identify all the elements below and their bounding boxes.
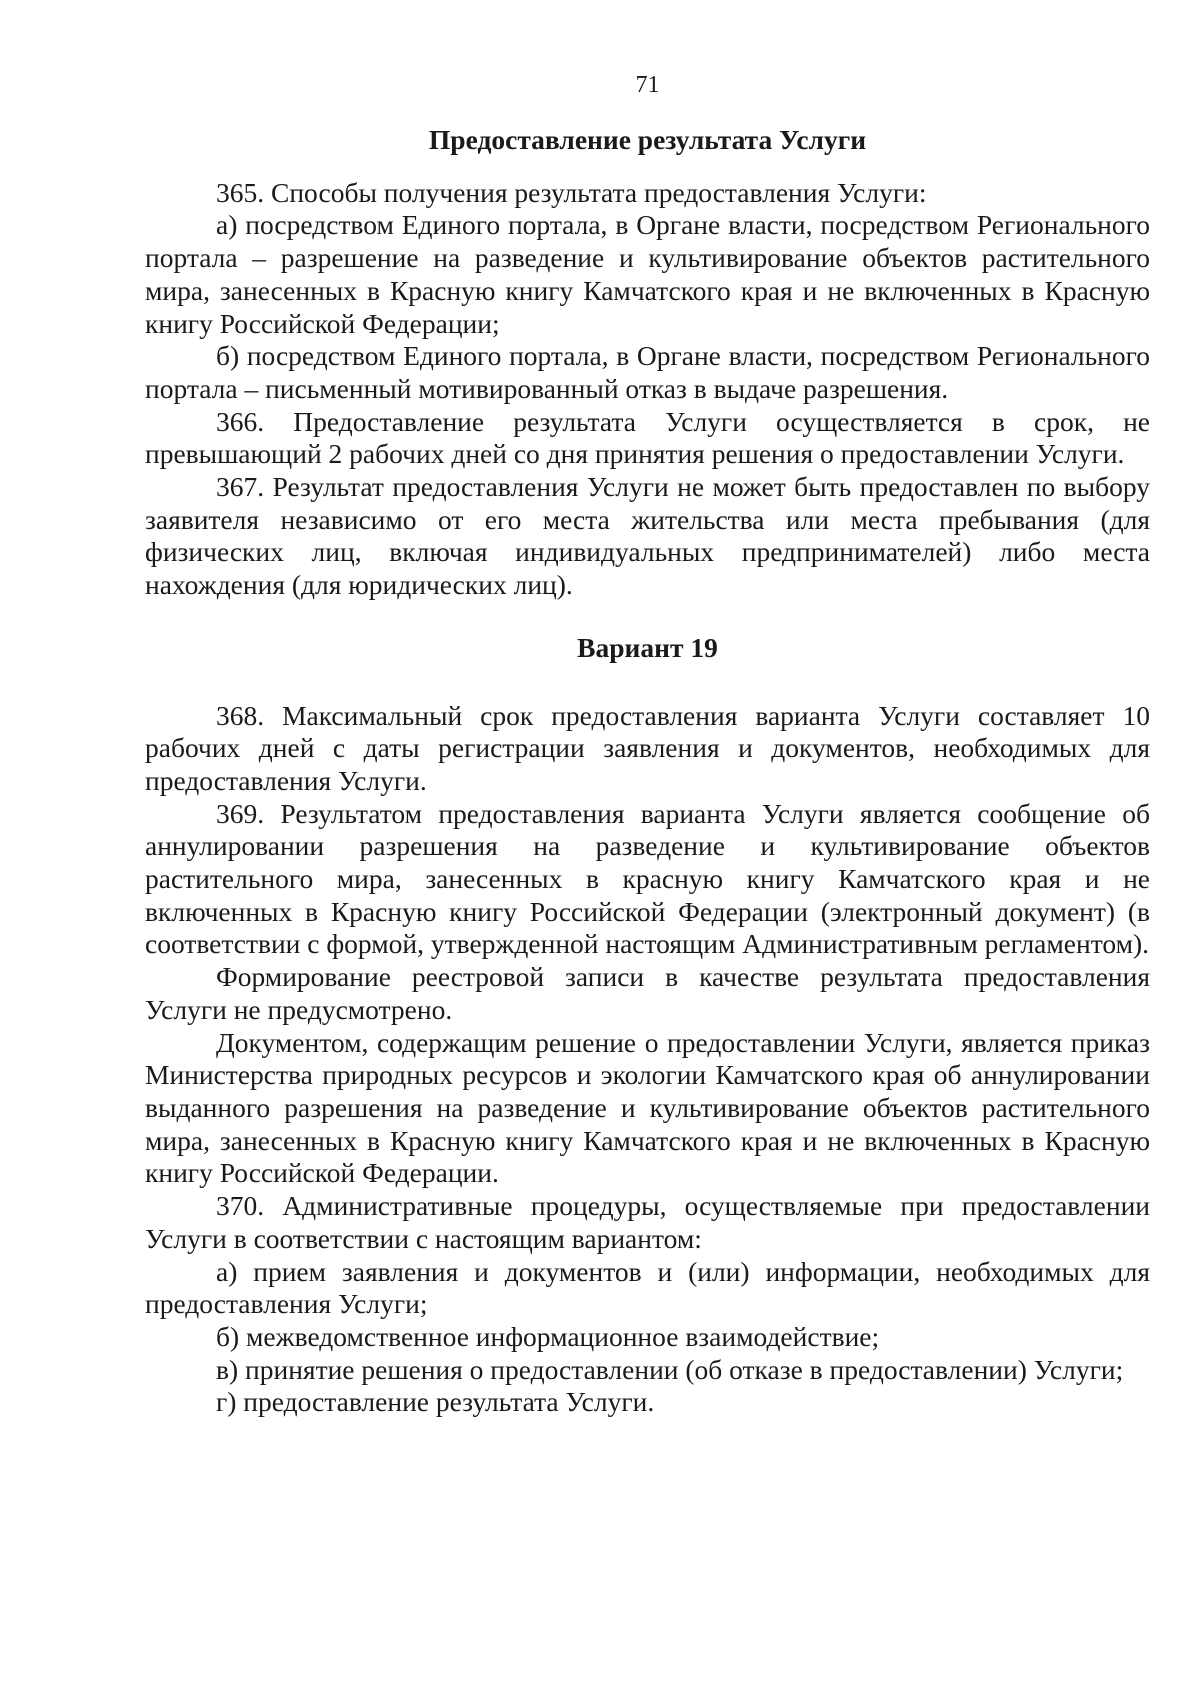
document-page	[145, 70, 1150, 1419]
page-number: 71	[635, 72, 660, 98]
paragraph-366: 366. Предоставление результата Услуги осуществляется в срок, не превышающий 2 рабочих дней со дня принятия решения о предоставлении Услуги.	[145, 405, 1150, 470]
paragraph-decision-document: Документом, содержащим решение о предоставлении Услуги, является приказ Министерства природных ресурсов и экологии Камчатского края об аннулировании выданного разрешения на разведение и культивирование объектов растительного мира, занесенных в Красную книгу Камчатского края и не включенных в Красную книгу Российской Федерации.	[145, 1026, 1150, 1189]
paragraph-registry: Формирование реестровой записи в качестве результата предоставления Услуги не предусмотрено.	[145, 961, 1150, 1025]
paragraph-370: 370. Административные процедуры, осуществляемые при предоставлении Услуги в соответствии с настоящим вариантом:	[145, 1190, 1150, 1254]
paragraph-370-a: а) прием заявления и документов и (или) информации, необходимых для предоставления Услуги;	[145, 1255, 1150, 1320]
paragraph-370-g: г) предоставление результата Услуги.	[216, 1386, 655, 1418]
paragraph-367: 367. Результат предоставления Услуги не может быть предоставлен по выбору заявителя независимо от его места жительства или места пребывания (для физических лиц, включая индивидуальных предпринимателей) либо места нахождения (для юридических лиц).	[145, 471, 1150, 601]
paragraph-365: 365. Способы получения результата предоставления Услуги:	[216, 176, 927, 208]
paragraph-369: 369. Результатом предоставления варианта Услуги является сообщение об аннулировании разрешения на разведение и культивирование объектов растительного мира, занесенных в красную книгу Камчатского края и не включенных в Красную книгу Российской Федерации (электронный документ) (в соответствии с формой, утвержденной настоящим Административным регламентом).	[145, 797, 1150, 960]
section-heading-variant-19: Вариант 19	[577, 631, 718, 663]
paragraph-365-b: б) посредством Единого портала, в Органе власти, посредством Регионального портала – письменный мотивированный отказ в выдаче разрешения.	[145, 340, 1150, 404]
section-heading-result: Предоставление результата Услуги	[428, 124, 867, 155]
paragraph-368: 368. Максимальный срок предоставления варианта Услуги составляет 10 рабочих дней с даты регистрации заявления и документов, необходимых для предоставления Услуги.	[145, 699, 1150, 796]
paragraph-365-a: а) посредством Единого портала, в Органе власти, посредством Регионального портала – разрешение на разведение и культивирование объектов растительного мира, занесенных в Красную книгу Камчатского края и не включенных в Красную книгу Российской Федерации;	[145, 209, 1150, 339]
paragraph-370-b: б) межведомственное информационное взаимодействие;	[216, 1320, 880, 1352]
paragraph-370-v: в) принятие решения о предоставлении (об отказе в предоставлении) Услуги;	[216, 1353, 1124, 1385]
